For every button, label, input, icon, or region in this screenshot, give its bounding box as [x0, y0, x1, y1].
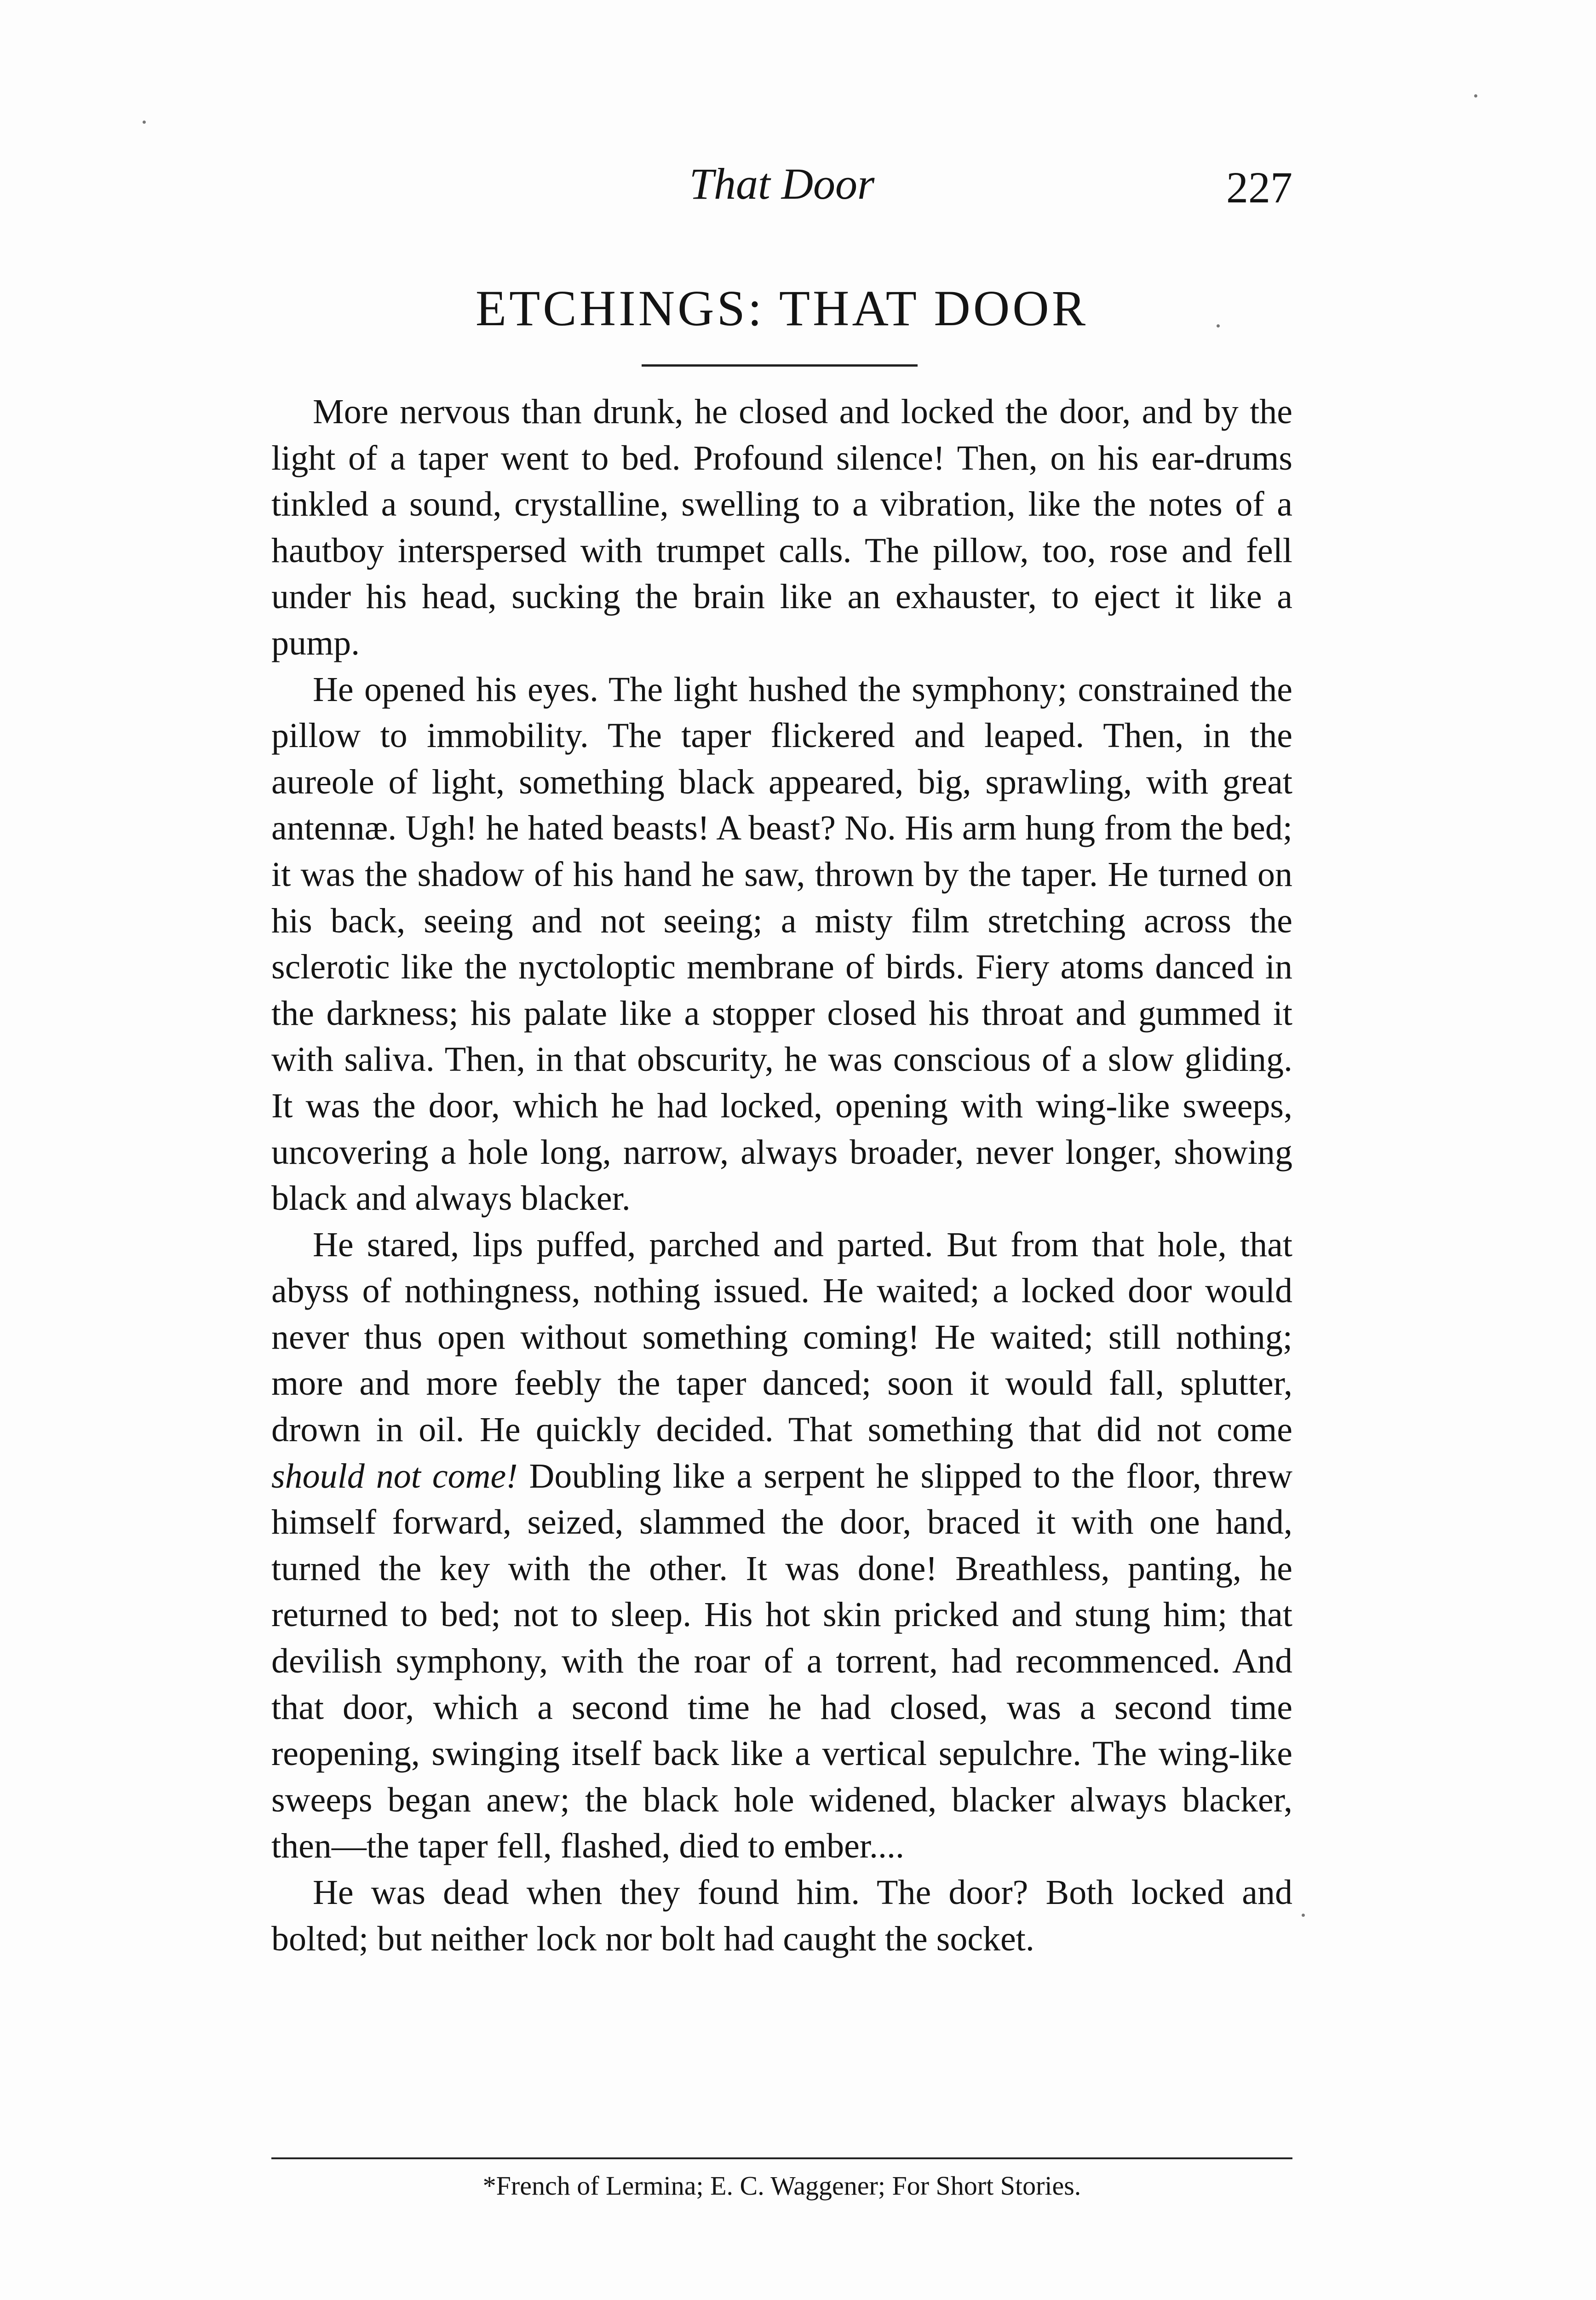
paragraph-1: More nervous than drunk, he closed and locked the door, and by the light of a taper went to bed. Profound silence! Then, on his ear-drums tinkled a sound, crystalline, swelling to a vibration, like the notes of a hautboy interspersed with trumpet calls. The pillow, too, rose and fell under his head, sucking the brain like an exhauster, to eject it like a pump. [271, 392, 1292, 662]
title-rule [642, 364, 918, 367]
paragraph-3 [271, 1222, 1292, 1869]
paragraph-2: He opened his eyes. The light hushed the symphony; constrained the pillow to immobility. The taper flickered and leaped. Then, in the aureole of light, something black appeared, big, sprawling, with great antennæ. Ugh! he hated beasts! A beast? No. His arm hung from the bed; it was the shadow of his hand he saw, thrown by the taper. He turned on his back, seeing and not seeing; a misty film stretching across the sclerotic like the nyctoloptic membrane of birds. Fiery atoms danced in the darkness; his palate like a stopper closed his throat and gummed it with saliva. Then, in that obscurity, he was conscious of a slow gliding. It was the door, which he had locked, opening with wing-like sweeps, uncovering a hole long, narrow, always broader, never longer, showing black and always blacker. [271, 670, 1292, 1218]
print-speck [143, 121, 146, 124]
paragraph-4: He was dead when they found him. The door? Both locked and bolted; but neither lock nor bolt had caught the socket. [271, 1873, 1292, 1958]
print-speck [1302, 1914, 1305, 1917]
print-speck [1474, 94, 1477, 98]
footnote-rule [271, 2157, 1292, 2159]
page-number: 227 [1226, 163, 1292, 212]
paragraph-3-part-2: Doubling like a serpent he slipped to the floor, threw himself forward, seized, slammed the door, braced it with one hand, turned the key with the other. It was done! Breathless, panting, he returned to bed; not to sleep. His hot skin pricked and stung him; that devilish symphony, with the roar of a torrent, had recommenced. And that door, which a second time he had closed, was a second time reopening, swinging itself back like a vertical sepulchre. The wing-like sweeps began anew; the black hole widened, blacker always blacker, then—the taper fell, flashed, died to ember.... [271, 1456, 1292, 1866]
article-title: ETCHINGS: THAT DOOR [475, 280, 1089, 336]
article-body [271, 389, 1292, 1962]
print-speck [1217, 324, 1220, 328]
paragraph-3-emphasis: should not come! [271, 1456, 518, 1495]
footnote: *French of Lermina; E. C. Waggener; For Short Stories. [482, 2171, 1081, 2201]
running-title: That Door [689, 159, 875, 208]
paragraph-3-part-1: He stared, lips puffed, parched and parted. But from that hole, that abyss of nothingness, nothing issued. He waited; a locked door would never thus open without something coming! He waited; still nothing; more and more feebly the taper danced; soon it would fall, splutter, drown in oil. He quickly decided. That something that did not come [271, 1225, 1292, 1449]
running-header [271, 156, 1292, 221]
